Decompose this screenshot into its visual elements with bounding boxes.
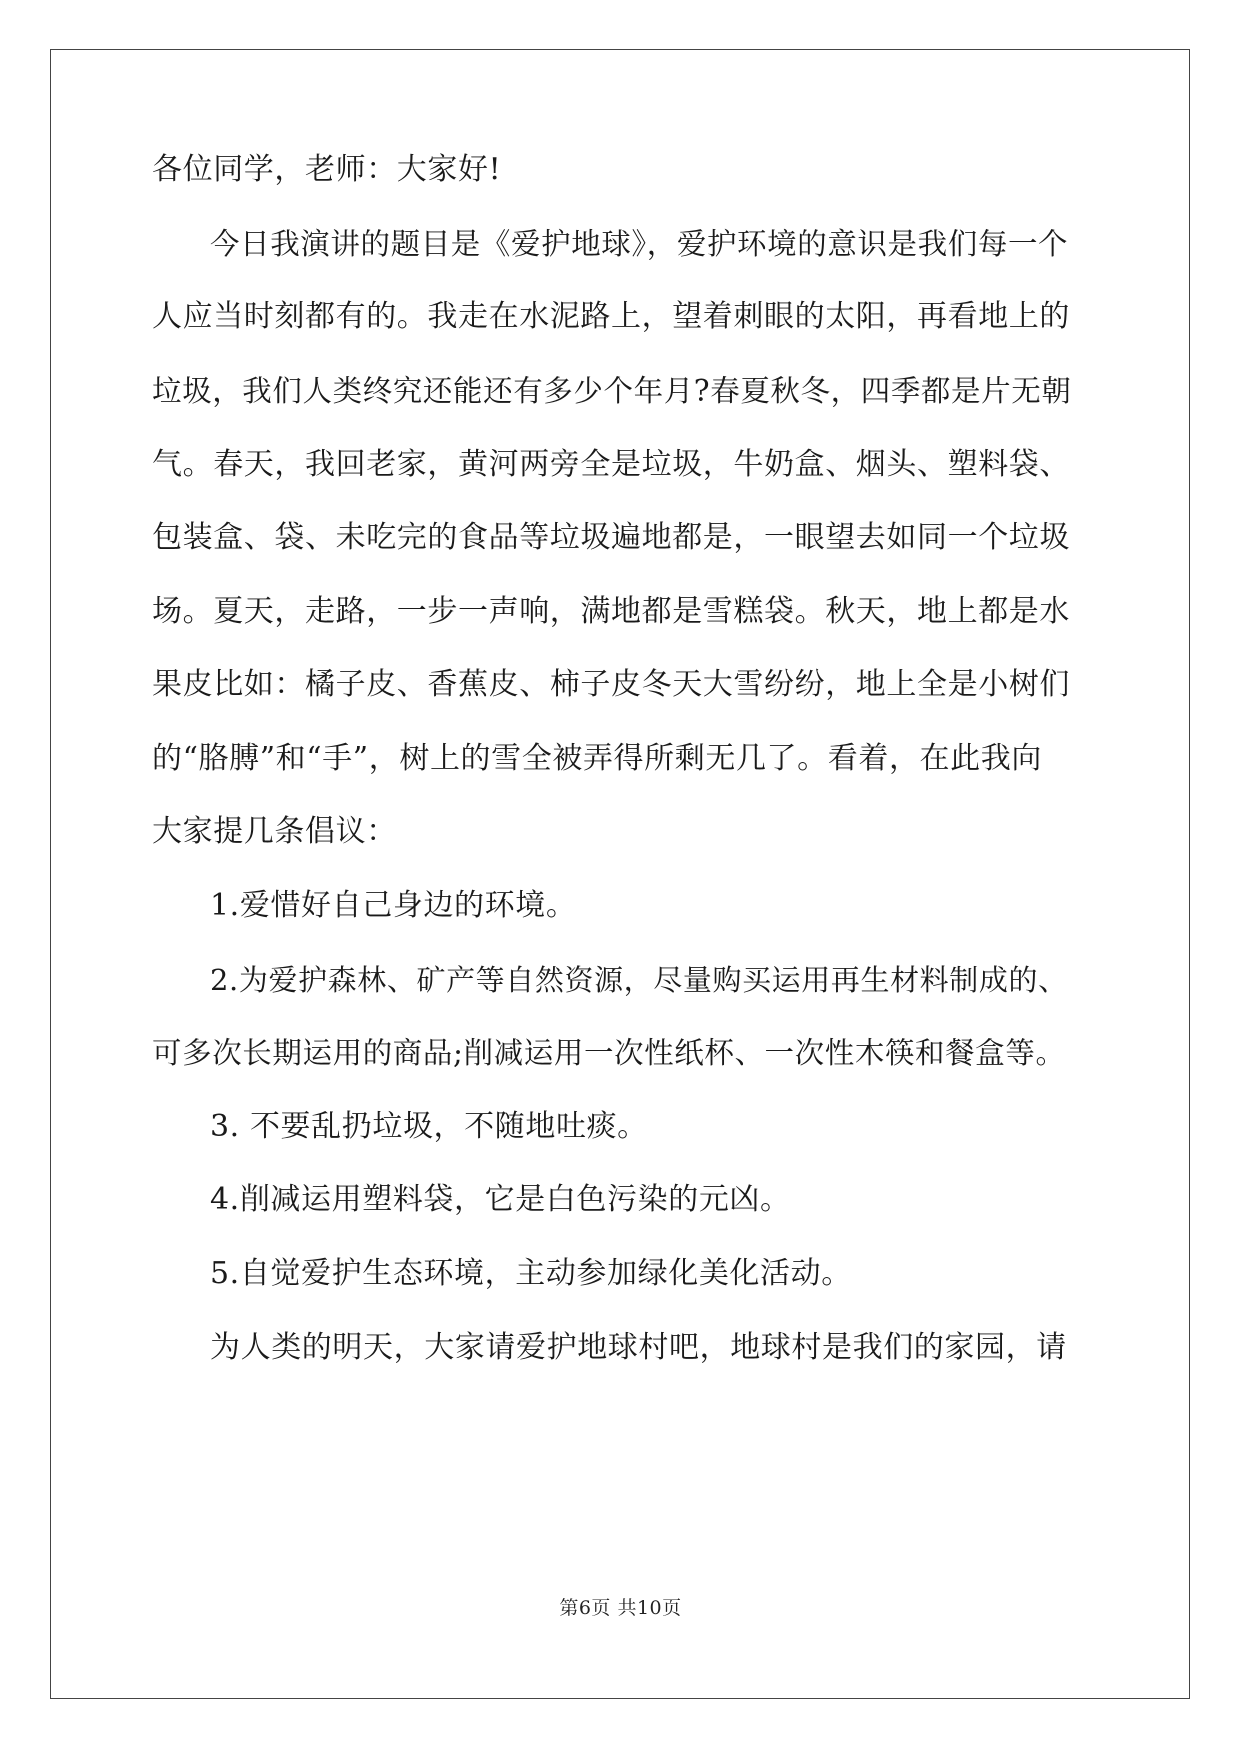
text-line: 人应当时刻都有的。我走在水泥路上，望着刺眼的太阳，再看地上的 [152,299,1070,334]
text-line: 果皮比如：橘子皮、香蕉皮、柿子皮冬天大雪纷纷，地上全是小树们 [152,667,1070,702]
text-line: 垃圾，我们人类终究还能还有多少个年月?春夏秋冬，四季都是片无朝 [152,374,1072,408]
list-item: 1.爱惜好自己身边的环境。 [210,888,577,923]
text-line: 可多次长期运用的商品;削减运用一次性纸杯、一次性木筷和餐盒等。 [152,1036,1066,1070]
text-line: 的“胳膊”和“手”，树上的雪全被弄得所剩无几了。看着，在此我向 [152,741,1042,776]
page-number: 第6页 共10页 [559,1597,682,1619]
text-line: 气。春天，我回老家，黄河两旁全是垃圾，牛奶盒、烟头、塑料袋、 [152,447,1070,482]
text-line: 为人类的明天，大家请爱护地球村吧，地球村是我们的家园，请 [210,1330,1067,1365]
text-line: 大家提几条倡议： [152,814,397,849]
text-line: 包装盒、袋、未吃完的食品等垃圾遍地都是，一眼望去如同一个垃圾 [152,520,1070,555]
list-item: 2.为爱护森林、矿产等自然资源，尽量购买运用再生材料制成的、 [210,963,1068,997]
list-item: 5.自觉爱护生态环境，主动参加绿化美化活动。 [210,1256,852,1291]
text-line: 各位同学，老师：大家好! [152,152,502,187]
text-line: 今日我演讲的题目是《爱护地球》，爱护环境的意识是我们每一个 [210,227,1069,261]
list-item: 4.削减运用塑料袋，它是白色污染的元凶。 [210,1182,791,1217]
list-item: 3. 不要乱扔垃圾，不随地吐痰。 [210,1109,648,1144]
text-line: 场。夏天，走路，一步一声响，满地都是雪糕袋。秋天，地上都是水 [152,594,1070,629]
